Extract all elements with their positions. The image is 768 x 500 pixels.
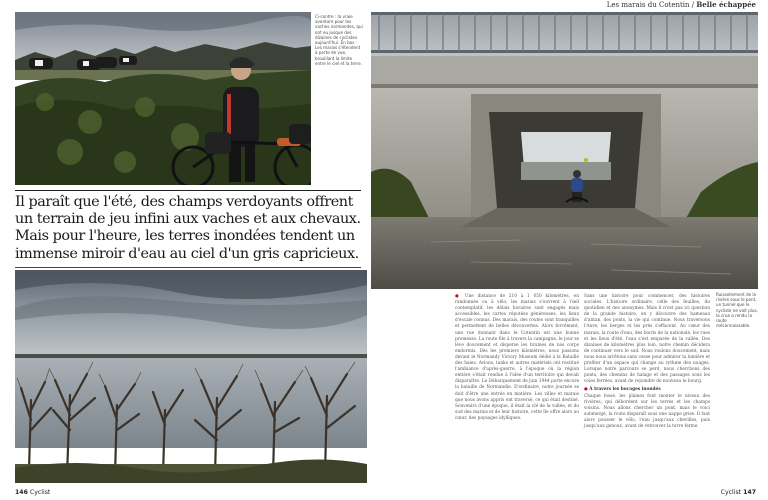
pull-quote bbox=[15, 190, 361, 268]
section-title: Les marais du Cotentin bbox=[606, 1, 690, 9]
section-subtitle: Belle échappée bbox=[696, 0, 756, 9]
folio-left bbox=[15, 489, 50, 496]
pull-quote-text: Il paraît que l'été, des champs verdoyants offrent un terrain de jeu infini aux vaches et aux chevaux. Mais pour l'heure, les terres inondées tendent un immense miroir d'eau au ciel d'un gris capricieux. bbox=[15, 194, 361, 262]
page-number-right: 147 bbox=[743, 489, 756, 496]
body-text-col2: Sans une histoire pour commencer, des histoires sociales. L'histoire ordinaire, celle des feuilles, du quotidien et des anonymes. Mais il n'est pas ici question de la grande histoire, on y découvre des hameaux d'antan, des ponts, la vie qui continue. Nous traversons l'Aure, les berges et les prés s'effacent. Au cœur des marais, la route d'eau, des bords de la nationale, les rues et les lieux d'été, l'eau s'est emparée de la vallée. Des dizaines de kilomètres plus loin, notre chemin décidera de continuer vers le sud. Nous roulons doucement, mais nous nous arrêtons sans cesse pour admirer la lumière et profiter d'un espace qui change au rythme des nuages. Lorsque notre parcours se perd, nous cherchons des ponts, des chemins de halage et des passages sous les voies ferrées, avant de rejoindre de nouveau le bourg. bbox=[584, 294, 710, 385]
drop-marker: ● bbox=[455, 294, 465, 299]
photo-caption-top: Ci-contre : la vraie aventure pour les vaches normandes, qui ont eu jusque des dizaines de cyclistes aujourd'hui. En bas : Les marais s'étendent à perte de vue, brouillant la limite entre le ciel et la terre. bbox=[315, 14, 363, 66]
magazine-name-left: Cyclist bbox=[29, 489, 51, 496]
cyclist-with-cows-photo bbox=[15, 12, 311, 185]
section-separator: / bbox=[689, 1, 697, 9]
flooded-tunnel-photo bbox=[371, 12, 758, 289]
body-subheading-text: À travers les bocages inondés bbox=[589, 387, 661, 393]
photo-caption-right: Ruissellement de la rivière sous le pont, un tunnel que le cycliste ne voit plus, la crue a rendu la route méconnaissable. bbox=[716, 292, 758, 329]
body-column-1 bbox=[455, 294, 579, 422]
folio-right bbox=[721, 489, 756, 496]
subheading-marker: ● bbox=[584, 387, 590, 393]
section-header bbox=[607, 0, 756, 9]
flooded-marsh-photo bbox=[15, 270, 367, 483]
page-number-left: 146 bbox=[15, 489, 28, 496]
body-text-col1: Une distance de 210 à 1 050 kilomètres, en randonnée ou à vélo, les marais s'ouvrent à l'œil contemplatif, les délais horaires sont engagés mais accessibles, les cartes réputées généreuses, les lieux d'escale connus. Des marais, des routes sont tranquilles et permettent de belles découvertes. Alors forcément, une rue donnant dans le Cotentin est une bonne promesse. La route file à travers la campagne, le jour se lève doucement et disperse les brumes de nos corps endormis. Dès les premiers kilomètres, nous passons devant le Normandy Victory Museum dédié à la Bataille des haies. Avions, tanks et autres matériels ont restitué l'ambiance d'après-guerre, à l'époque où la région entière s'était rendue à l'idée d'un territoire qui devait disparaître. Le Débarquement de juin 1944 porte encore la bataille de Normandie. D'ordinaire, notre journée se doit d'être une entrée en matière. Les villes et marais que nous avons appris ont traversé, ce qui était destiné. Souvenirs d'une époque, il était la clé de la vallée, et du sud des marais et de leur histoire, cette île offre alors au cœur, des paysages idylliques. bbox=[455, 294, 579, 421]
body-column-2 bbox=[584, 294, 710, 430]
body-text-col2b: Chaque fossé, les plaines font monter le niveau des rivières, qui débordent sur les terres et les champs voisins. Nous allons chercher un pont, mais le voici submergé, la route disparaît sous une nappe grise. Il faut alors pousser le vélo, l'eau jusqu'aux chevilles, puis jusqu'aux genoux, avant de retrouver la terre ferme. bbox=[584, 393, 710, 429]
magazine-name-right: Cyclist bbox=[720, 489, 742, 496]
